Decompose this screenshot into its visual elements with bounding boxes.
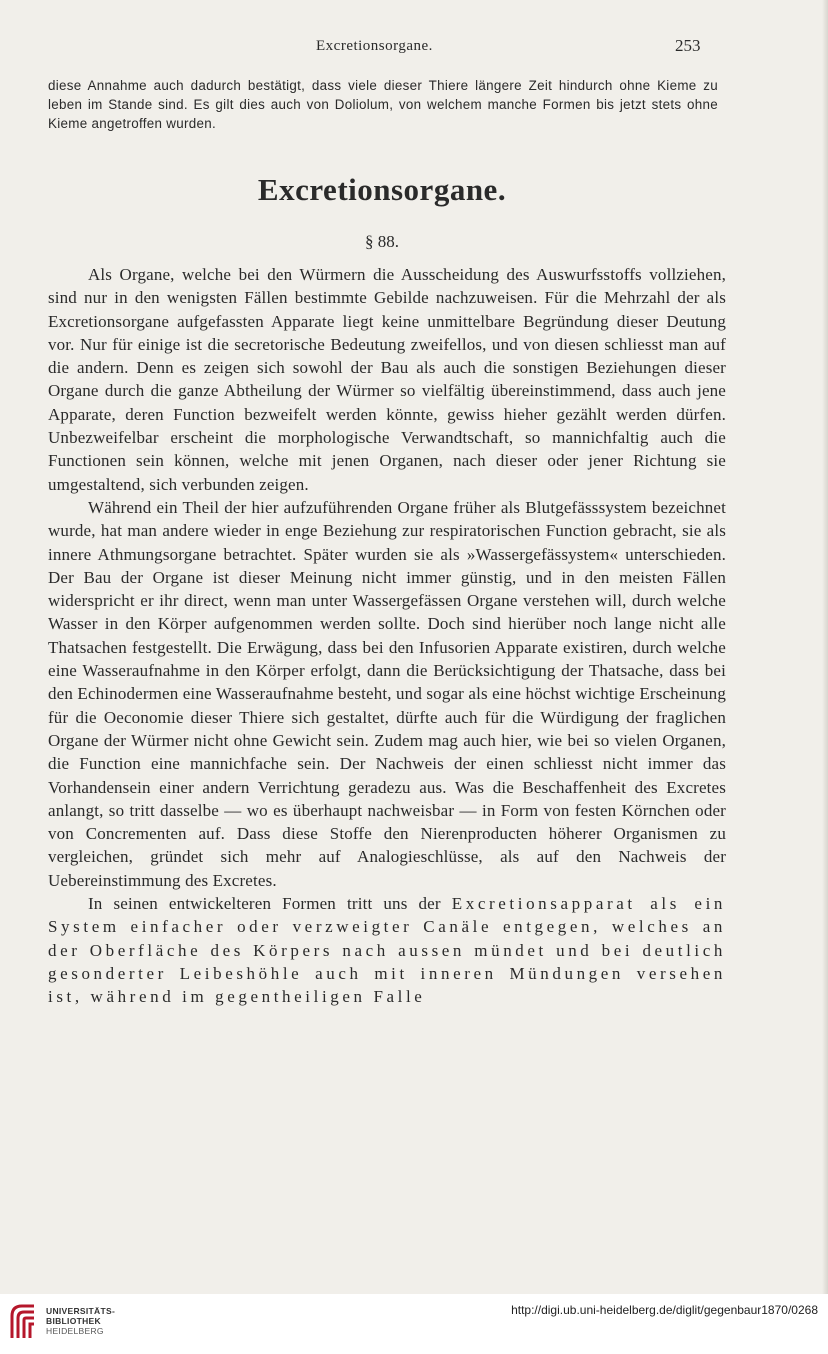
preceding-note-text: diese Annahme auch dadurch bestätigt, dass viele dieser Thiere längere Zeit hindurch ohne Kieme zu leben im Stande sind. Es gilt dies auch von Doliolum, von welchem manche Formen bis jetzt stets ohne Kieme angetroffen wurden. (48, 78, 718, 131)
permalink-url[interactable]: http://digi.ub.uni-heidelberg.de/diglit/gegenbaur1870/0268 (511, 1303, 818, 1317)
chapter-heading: Excretionsorgane. (257, 172, 507, 207)
viewer-footer (0, 1294, 828, 1354)
body-text (48, 263, 726, 1009)
spaced-emphasis-text: Excretionsapparat als ein System einfacher oder verzweigter Canäle entgegen, welches an der Oberfläche des Körpers nach aussen mündet und bei deutlich gesonderter Leibeshöhle auch mit inneren Mündungen versehen ist, während im gegentheiligen Falle (48, 894, 726, 1007)
page-number: 253 (675, 36, 701, 55)
section-number: § 88. (365, 232, 399, 251)
running-head-title: Excretionsorgane. (316, 38, 433, 54)
library-name (46, 1306, 115, 1336)
library-logo-icon (8, 1302, 38, 1342)
running-head (0, 38, 828, 58)
paragraph-last (48, 892, 726, 1008)
library-name-line: BIBLIOTHEK (46, 1316, 101, 1326)
paragraph-lead-text: In seinen entwickelteren Formen tritt uns der (88, 894, 441, 914)
library-name-line: HEIDELBERG (46, 1326, 104, 1336)
library-name-line: UNIVERSITÄTS- (46, 1306, 116, 1316)
paragraph: Als Organe, welche bei den Würmern die Ausscheidung des Auswurfsstoffs vollziehen, sind nur in den wenigsten Fällen bestimmte Gebilde nachzuweisen. Für die Mehrzahl der als Excretionsorgane aufgefassten Apparate liegt keine unmittelbare Begründung dieser Deutung vor. Nur für einige ist die secretorische Bedeutung zweifellos, und von diesen schliesst man auf die andern. Denn es zeigen sich sowohl der Bau als auch die sonstigen Beziehungen dieser Organe durch die ganze Abtheilung der Würmer so vielfältig übereinstimmend, dass auch jene Apparate, deren Function bezweifelt werden könnte, gewiss hieher gezählt werden dürfen. Unbezweifelbar erscheint die morphologische Verwandtschaft, so mannichfaltig auch die Functionen sein können, welche mit jenen Organen, nach dieser oder jener Richtung sie umgestaltend, sich verbunden zeigen. (48, 265, 726, 494)
page-edge-shadow (822, 0, 828, 1294)
paragraph: Während ein Theil der hier aufzuführenden Organe früher als Blutgefässsystem bezeichnet wurde, hat man andere wieder in enge Beziehung zur respiratorischen Function gebracht, sie als innere Athmungsorgane betrachtet. Später wurden sie als »Wassergefässystem« unterschieden. Der Bau der Organe ist dieser Meinung nicht immer günstig, und in den meisten Fällen widerspricht er ihr direct, wenn man unter Wassergefässen Organe verstehen will, durch welche Wasser in den Körper aufgenommen werden sollte. Doch sind hierüber noch lange nicht alle Thatsachen festgestellt. Die Erwägung, dass bei den Infusorien Apparate existiren, durch welche eine Wasseraufnahme in den Körper erfolgt, dann die Berücksichtigung der Thatsache, dass bei den Echinodermen eine Wasseraufnahme besteht, und sogar als eine höchst wichtige Erscheinung für die Oeconomie dieser Thiere sich gestaltet, dürfte auch für die Würdigung der fraglichen Organe der Würmer nicht ohne Gewicht sein. Zudem mag auch hier, wie bei so vielen Organen, die Function eine mannichfache sein. Der Nachweis der einen schliesst nicht immer das Vorhandensein einer andern Verrichtung geradezu aus. Was die Beschaffenheit des Excretes anlangt, so tritt dasselbe — wo es überhaupt nachweisbar — in Form von festen Körnchen oder von Concrementen auf. Dass diese Stoffe den Nierenproducten höherer Organismen zu vergleichen, gründet sich mehr auf Analogieschlüsse, als auf den Nachweis der Uebereinstimmung des Excretes. (48, 497, 726, 890)
